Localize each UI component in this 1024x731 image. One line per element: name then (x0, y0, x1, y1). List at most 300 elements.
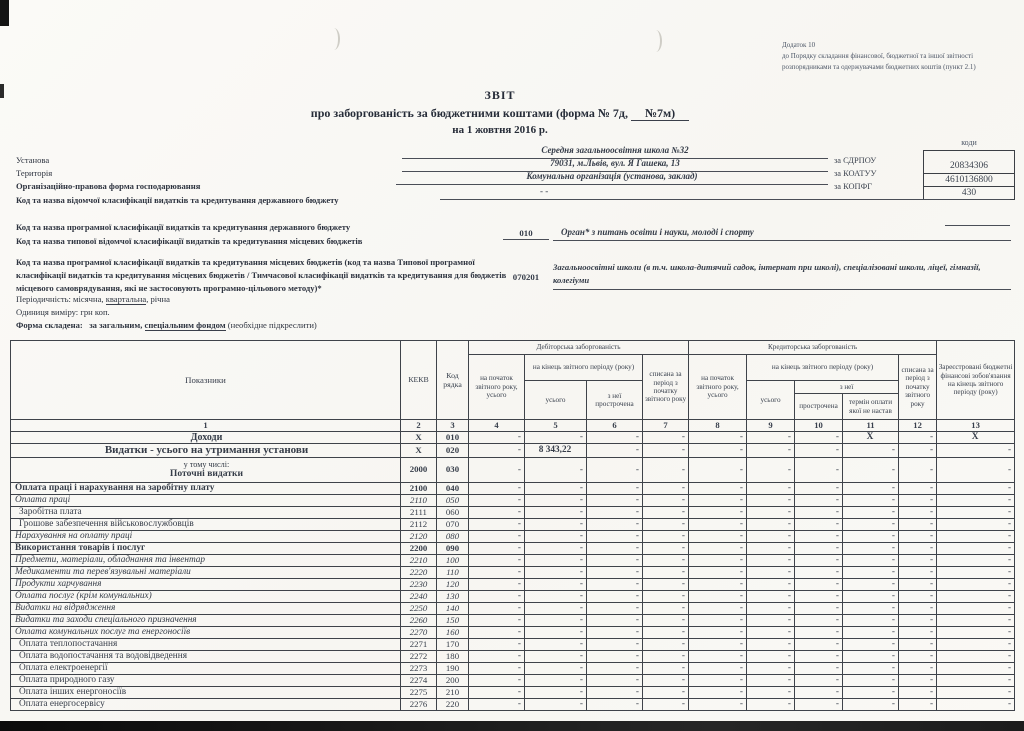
table-row (11, 615, 1015, 627)
cell-value: - (937, 444, 1015, 458)
cell-value: - (689, 639, 747, 651)
institution-label (16, 155, 49, 165)
unit-line (16, 307, 110, 317)
cell-value: - (899, 579, 937, 591)
institution-value: Середня загальноосвітня школа №32 (402, 145, 828, 159)
cell-value: - (937, 639, 1015, 651)
row-label: Видатки - усього на утримання установи (11, 444, 401, 458)
cell-value: - (937, 519, 1015, 531)
cell-value: - (899, 432, 937, 444)
state-dept-class-value: - - (440, 186, 1010, 200)
row-label: Оплата енергосервісу (11, 699, 401, 711)
periodicity-underlined: квартальна (105, 294, 147, 304)
cell-value: - (937, 579, 1015, 591)
cell-value: - (525, 555, 587, 567)
cell-value: - (525, 663, 587, 675)
cell-value: - (937, 483, 1015, 495)
row-kekv: 2220 (401, 567, 437, 579)
cell-value: - (643, 458, 689, 483)
form-type-line (16, 320, 317, 330)
cell-value: - (937, 567, 1015, 579)
cell-value: - (525, 458, 587, 483)
cell-value: - (689, 627, 747, 639)
row-label: Предмети, матеріали, обладнання та інвентар (11, 555, 401, 567)
cell-value: - (643, 567, 689, 579)
cell-value: - (899, 495, 937, 507)
cell-value: - (795, 591, 843, 603)
cell-value: - (843, 495, 899, 507)
cell-value: - (843, 507, 899, 519)
appendix-note (782, 40, 1017, 73)
col-header-registered: Зареєстровані бюджетні фінансові зобов'язання на кінець звітного періоду (року) (937, 341, 1015, 420)
cell-value: - (587, 615, 643, 627)
cell-value: - (747, 519, 795, 531)
col-header-debit-written: списана за період з початку звітного року (643, 355, 689, 420)
cell-value: - (689, 495, 747, 507)
cell-value: - (795, 603, 843, 615)
cell-value: - (899, 444, 937, 458)
cell-value: - (795, 483, 843, 495)
cell-value: - (525, 519, 587, 531)
cell-value: - (795, 639, 843, 651)
cell-value: - (747, 458, 795, 483)
column-numbers-row (11, 420, 1015, 432)
cell-value: - (747, 687, 795, 699)
row-code: 050 (437, 495, 469, 507)
state-prog-class-value (945, 214, 1010, 226)
cell-value: - (643, 651, 689, 663)
row-kekv: 2276 (401, 699, 437, 711)
row-label: Медикаменти та перев'язувальні матеріали (11, 567, 401, 579)
cell-value: - (899, 567, 937, 579)
row-code: 110 (437, 567, 469, 579)
cell-value: - (587, 567, 643, 579)
scan-bottom-edge-artifact (0, 721, 1024, 731)
cell-value: - (689, 432, 747, 444)
col-group-credit-end: на кінець звітного періоду (року) (747, 355, 899, 381)
cell-value: - (525, 639, 587, 651)
cell-value: - (937, 699, 1015, 711)
cell-value: - (843, 615, 899, 627)
cell-value: - (795, 543, 843, 555)
col-header-row-code: Код рядка (437, 341, 469, 420)
row-kekv: 2272 (401, 651, 437, 663)
cell-value: - (795, 432, 843, 444)
cell-value: - (587, 555, 643, 567)
row-kekv: 2250 (401, 603, 437, 615)
table-row (11, 531, 1015, 543)
cell-value: - (795, 495, 843, 507)
cell-value: - (843, 555, 899, 567)
cell-value: - (843, 519, 899, 531)
col-header-credit-overdue: прострочена (795, 394, 843, 420)
table-row (11, 663, 1015, 675)
table-row (11, 483, 1015, 495)
cell-value: - (747, 543, 795, 555)
cell-value: - (689, 615, 747, 627)
row-code: 090 (437, 543, 469, 555)
col-group-debit: Дебіторська заборгованість (469, 341, 689, 355)
cell-value: - (899, 699, 937, 711)
cell-value: - (525, 603, 587, 615)
cell-value: 8 343,22 (525, 444, 587, 458)
cell-value: - (525, 543, 587, 555)
cell-value: - (843, 591, 899, 603)
row-code: 010 (437, 432, 469, 444)
institution-label-text: Установа (16, 155, 50, 165)
report-table (10, 340, 1015, 711)
cell-value: - (587, 543, 643, 555)
table-row (11, 579, 1015, 591)
cell-value: - (643, 543, 689, 555)
col-header-credit-not-due: термін оплати якої не настав (843, 394, 899, 420)
row-code: 070 (437, 519, 469, 531)
row-kekv: 2112 (401, 519, 437, 531)
cell-value: - (843, 699, 899, 711)
cell-value: - (843, 651, 899, 663)
territory-label (16, 168, 52, 178)
row-kekv: 2273 (401, 663, 437, 675)
row-label: Доходи (11, 432, 401, 444)
edrpou-code: 20834306 (950, 161, 988, 171)
cell-value: - (937, 615, 1015, 627)
org-form-value: Комунальна організація (установа, заклад) (396, 171, 828, 185)
table-row (11, 458, 1015, 483)
row-label: Оплата природного газу (11, 675, 401, 687)
row-kekv: 2210 (401, 555, 437, 567)
cell-value: X (843, 432, 899, 444)
cell-value: - (469, 555, 525, 567)
cell-value: - (469, 591, 525, 603)
table-row (11, 543, 1015, 555)
cell-value: - (843, 567, 899, 579)
cell-value: - (795, 531, 843, 543)
cell-value: - (469, 507, 525, 519)
cell-value: - (525, 495, 587, 507)
row-code: 150 (437, 615, 469, 627)
cell-value: - (795, 627, 843, 639)
cell-value: - (643, 579, 689, 591)
row-label: Продукти харчування (11, 579, 401, 591)
table-row (11, 627, 1015, 639)
appendix-note-line3: розпорядниками та одержувачами бюджетних коштів (пункт 2.1) (782, 62, 976, 71)
cell-value: - (899, 639, 937, 651)
cell-value: - (525, 675, 587, 687)
cell-value: - (795, 567, 843, 579)
row-kekv: 2111 (401, 507, 437, 519)
cell-value: - (525, 627, 587, 639)
cell-value: - (937, 627, 1015, 639)
cell-value: - (843, 663, 899, 675)
cell-value: - (899, 555, 937, 567)
cell-value: - (937, 531, 1015, 543)
cell-value: - (643, 603, 689, 615)
row-label: Видатки та заходи спеціального призначення (11, 615, 401, 627)
cell-value: - (747, 603, 795, 615)
cell-value: - (747, 432, 795, 444)
cell-value: - (937, 675, 1015, 687)
cell-value: - (795, 579, 843, 591)
row-code: 020 (437, 444, 469, 458)
cell-value: - (899, 603, 937, 615)
table-row (11, 567, 1015, 579)
cell-value: - (525, 531, 587, 543)
row-kekv: 2240 (401, 591, 437, 603)
cell-value: - (747, 639, 795, 651)
cell-value: - (937, 495, 1015, 507)
cell-value: - (587, 651, 643, 663)
table-body (11, 432, 1015, 711)
col-header-indicators: Показники (11, 341, 401, 420)
cell-value: - (747, 675, 795, 687)
cell-value: - (643, 531, 689, 543)
cell-value: - (795, 675, 843, 687)
org-form-label (16, 181, 200, 191)
cell-value: - (469, 699, 525, 711)
col-num: 12 (899, 420, 937, 432)
cell-value: - (587, 675, 643, 687)
form-type-underlined: спеціальним фондом (144, 320, 226, 330)
table-row (11, 555, 1015, 567)
row-label: Оплата праці (11, 495, 401, 507)
col-num: 11 (843, 420, 899, 432)
row-kekv: 2275 (401, 687, 437, 699)
cell-value: - (587, 663, 643, 675)
cell-value: - (795, 519, 843, 531)
row-code: 100 (437, 555, 469, 567)
table-row (11, 519, 1015, 531)
state-dept-class-label (16, 195, 339, 205)
cell-value: - (643, 675, 689, 687)
cell-value: - (525, 432, 587, 444)
row-kekv: 2110 (401, 495, 437, 507)
row-kekv: 2100 (401, 483, 437, 495)
koatuu-label: за КОАТУУ (834, 169, 877, 178)
cell-value: - (587, 432, 643, 444)
cell-value: - (469, 675, 525, 687)
appendix-note-line2: до Порядку складання фінансової, бюджетної та іншої звітності (782, 51, 974, 60)
cell-value: - (469, 651, 525, 663)
cell-value: - (469, 627, 525, 639)
col-group-credit-of-it: з неї (795, 381, 899, 394)
col-header-debit-end-overdue: з неї прострочена (587, 381, 643, 420)
state-prog-class-label-text: Код та назва програмної класифікації видатків та кредитування державного бюджету (16, 222, 351, 232)
cell-value: X (937, 432, 1015, 444)
cell-value: - (689, 567, 747, 579)
form-type-suffix: (необхідне підкреслити) (225, 320, 317, 330)
unit-text: Одиниця виміру: грн коп. (16, 307, 110, 317)
cell-value: - (937, 603, 1015, 615)
cell-value: - (525, 699, 587, 711)
col-num: 8 (689, 420, 747, 432)
cell-value: - (587, 639, 643, 651)
table-row (11, 699, 1015, 711)
cell-value: - (899, 458, 937, 483)
cell-value: - (587, 627, 643, 639)
cell-value: - (587, 687, 643, 699)
cell-value: - (469, 432, 525, 444)
cell-value: - (795, 663, 843, 675)
cell-value: - (899, 519, 937, 531)
cell-value: - (689, 483, 747, 495)
col-num: 9 (747, 420, 795, 432)
cell-value: - (795, 444, 843, 458)
cell-value: - (747, 591, 795, 603)
col-num: 10 (795, 420, 843, 432)
row-label: Видатки на відрядження (11, 603, 401, 615)
local-prog-class-value: Загальноосвітні школи (в т.ч. школа-дитячий садок, інтернат при школі), спеціалізовані школи, ліцеї, гімназії, колегіуми (553, 261, 1011, 290)
cell-value: - (843, 531, 899, 543)
col-num: 4 (469, 420, 525, 432)
cell-value: - (469, 663, 525, 675)
cell-value: - (747, 699, 795, 711)
cell-value: - (525, 651, 587, 663)
cell-value: - (747, 615, 795, 627)
cell-value: - (689, 651, 747, 663)
row-label: Оплата інших енергоносіїв (11, 687, 401, 699)
cell-value: - (643, 627, 689, 639)
row-label: Оплата електроенергії (11, 663, 401, 675)
cell-value: - (843, 687, 899, 699)
col-num: 1 (11, 420, 401, 432)
cell-value: - (899, 543, 937, 555)
row-kekv: 2260 (401, 615, 437, 627)
cell-value: - (937, 507, 1015, 519)
cell-value: - (689, 519, 747, 531)
cell-value: - (689, 543, 747, 555)
cell-value: - (689, 444, 747, 458)
cell-value: - (747, 567, 795, 579)
col-num: 5 (525, 420, 587, 432)
kopfg-code: 430 (924, 186, 1014, 199)
cell-value: - (587, 519, 643, 531)
row-label: Оплата теплопостачання (11, 639, 401, 651)
row-label: Використання товарів і послуг (11, 543, 401, 555)
local-dept-class-value: Орган* з питань освіти і науки, молоді і спорту (553, 227, 1011, 241)
table-row (11, 651, 1015, 663)
col-group-credit: Кредиторська заборгованість (689, 341, 937, 355)
report-title-block (0, 88, 1000, 136)
koatuu-code: 4610136800 (924, 173, 1014, 186)
report-date: на 1 жовтня 2016 р. (452, 124, 548, 136)
row-code: 210 (437, 687, 469, 699)
cell-value: - (469, 567, 525, 579)
cell-value: - (899, 687, 937, 699)
row-code: 120 (437, 579, 469, 591)
row-kekv: X (401, 432, 437, 444)
table-row (11, 495, 1015, 507)
cell-value: - (643, 699, 689, 711)
table-row (11, 432, 1015, 444)
row-label: у тому числі: Поточні видатки (11, 458, 401, 483)
cell-value: - (587, 699, 643, 711)
cell-value: - (843, 603, 899, 615)
state-prog-class-label (16, 222, 350, 232)
cell-value: - (689, 675, 747, 687)
cell-value: - (795, 507, 843, 519)
table-row (11, 675, 1015, 687)
row-code: 060 (437, 507, 469, 519)
row-code: 180 (437, 651, 469, 663)
codes-label: коди (961, 138, 977, 147)
cell-value: - (643, 507, 689, 519)
col-num: 2 (401, 420, 437, 432)
table-row (11, 591, 1015, 603)
report-subtitle-text: про заборгованість за бюджетними коштами (форма № 7д, (310, 106, 628, 120)
cell-value: - (525, 483, 587, 495)
row-code: 190 (437, 663, 469, 675)
row-code: 080 (437, 531, 469, 543)
cell-value: - (587, 507, 643, 519)
cell-value: - (843, 543, 899, 555)
cell-value: - (747, 495, 795, 507)
cell-value: - (469, 603, 525, 615)
row-label: Оплата праці і нарахування на заробітну плату (11, 483, 401, 495)
col-header-kekv: КЕКВ (401, 341, 437, 420)
cell-value: - (469, 579, 525, 591)
cell-value: - (899, 615, 937, 627)
cell-value: - (587, 495, 643, 507)
cell-value: - (899, 531, 937, 543)
cell-value: - (587, 483, 643, 495)
cell-value: - (643, 555, 689, 567)
cell-value: - (469, 615, 525, 627)
scan-hole-artifact (652, 30, 662, 52)
territory-label-text: Територія (16, 168, 53, 178)
report-title: ЗВІТ (484, 88, 516, 102)
cell-value: - (747, 483, 795, 495)
periodicity-line (16, 294, 170, 304)
cell-value: - (899, 675, 937, 687)
row-label: Оплата водопостачання та водовідведення (11, 651, 401, 663)
table-row (11, 603, 1015, 615)
report-form-number: №7м) (631, 106, 689, 121)
cell-value: - (843, 675, 899, 687)
local-dept-class-code: 010 (503, 228, 549, 240)
cell-value: - (643, 444, 689, 458)
row-label: Оплата послуг (крім комунальних) (11, 591, 401, 603)
col-header-credit-written: списана за період з початку звітного року (899, 355, 937, 420)
cell-value: - (843, 579, 899, 591)
cell-value: - (937, 651, 1015, 663)
cell-value: - (469, 483, 525, 495)
periodicity-suffix: , річна (146, 294, 170, 304)
cell-value: - (747, 507, 795, 519)
table-row (11, 444, 1015, 458)
cell-value: - (843, 627, 899, 639)
cell-value: - (747, 444, 795, 458)
cell-value: - (469, 444, 525, 458)
cell-value: - (643, 591, 689, 603)
cell-value: - (689, 555, 747, 567)
row-kekv: 2200 (401, 543, 437, 555)
row-kekv: 2274 (401, 675, 437, 687)
cell-value: - (937, 687, 1015, 699)
scan-hole-artifact (330, 28, 340, 50)
cell-value: - (937, 663, 1015, 675)
row-label: Заробітна плата (11, 507, 401, 519)
col-num: 6 (587, 420, 643, 432)
cell-value: - (795, 555, 843, 567)
col-header-debit-end-total: усього (525, 381, 587, 420)
edrpou-label: за СДРПОУ (834, 156, 877, 165)
cell-value: - (643, 432, 689, 444)
cell-value: - (525, 507, 587, 519)
appendix-note-line1: Додаток 10 (782, 41, 816, 49)
row-code: 140 (437, 603, 469, 615)
cell-value: - (469, 687, 525, 699)
row-kekv: 2230 (401, 579, 437, 591)
